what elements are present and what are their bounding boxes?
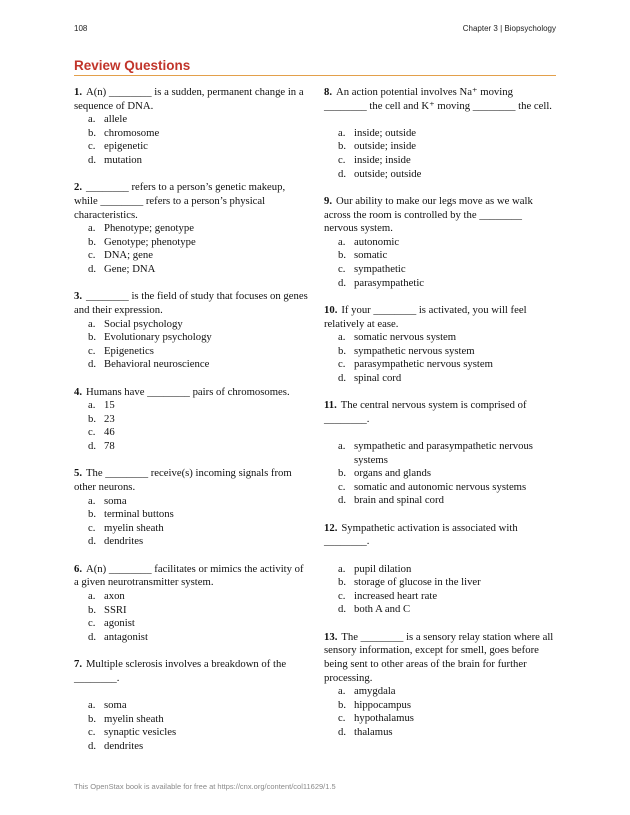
question-text: If your ________ is activated, you will feel relatively at ease.: [324, 303, 527, 330]
answer-option: [324, 699, 556, 713]
question-number: 3.: [74, 290, 83, 303]
answer-option: [324, 440, 556, 467]
answer-option: [74, 590, 308, 604]
question-2: [74, 181, 308, 276]
option-letter: a.: [88, 399, 96, 412]
option-letter: b.: [88, 508, 97, 521]
option-text: 23: [104, 412, 115, 425]
question-stem: [74, 386, 308, 400]
question-stem: [324, 86, 556, 113]
answer-option: [74, 318, 308, 332]
answer-option: [324, 168, 556, 182]
option-letter: b.: [88, 235, 97, 248]
question-stem: [74, 86, 308, 113]
option-text: synaptic vesicles: [104, 726, 177, 739]
answer-options: [324, 127, 556, 181]
option-letter: d.: [338, 603, 347, 616]
question-11: [324, 399, 556, 508]
option-letter: c.: [88, 344, 96, 357]
answer-options: [324, 563, 556, 617]
option-text: spinal cord: [354, 371, 402, 384]
question-text: A(n) ________ is a sudden, permanent change in a sequence of DNA.: [74, 86, 304, 112]
option-letter: c.: [88, 249, 96, 262]
question-6: [74, 563, 308, 645]
option-letter: d.: [88, 440, 97, 453]
answer-option: [74, 413, 308, 427]
option-text: somatic: [354, 249, 388, 262]
question-number: 12.: [324, 521, 338, 534]
option-letter: a.: [338, 331, 346, 344]
page-header: [74, 24, 556, 38]
answer-option: [324, 372, 556, 386]
option-letter: b.: [88, 712, 97, 725]
question-stem: [324, 195, 556, 236]
option-letter: d.: [338, 371, 347, 384]
answer-options: [74, 495, 308, 549]
answer-option: [74, 331, 308, 345]
option-text: terminal buttons: [104, 508, 174, 521]
option-text: dendrites: [104, 535, 144, 548]
answer-option: [74, 127, 308, 141]
question-number: 8.: [324, 86, 333, 98]
question-1: [74, 86, 308, 168]
option-letter: d.: [88, 358, 97, 371]
question-text: Our ability to make our legs move as we walk across the room is controlled by the ________ nervous system.: [324, 194, 533, 235]
option-text: mutation: [104, 153, 142, 166]
option-letter: a.: [88, 222, 96, 235]
question-5: [74, 467, 308, 549]
question-text: ________ is the field of study that focuses on genes and their expression.: [74, 290, 308, 316]
answer-options: [74, 113, 308, 167]
option-letter: c.: [338, 153, 346, 166]
option-letter: d.: [88, 630, 97, 643]
question-stem: [74, 563, 308, 590]
answer-options: [74, 590, 308, 644]
answer-option: [74, 154, 308, 168]
answer-option: [74, 726, 308, 740]
answer-option: [324, 712, 556, 726]
answer-option: [74, 263, 308, 277]
option-letter: a.: [338, 235, 346, 248]
question-stem: [324, 631, 556, 685]
option-text: soma: [104, 698, 127, 711]
option-letter: c.: [88, 426, 96, 439]
question-4: [74, 386, 308, 454]
option-letter: c.: [88, 617, 96, 630]
option-text: Genotype; phenotype: [104, 235, 196, 248]
answer-option: [74, 699, 308, 713]
option-text: storage of glucose in the liver: [354, 576, 481, 589]
question-12: [324, 522, 556, 617]
option-text: 46: [104, 426, 115, 439]
question-stem: [324, 304, 556, 331]
option-letter: a.: [88, 317, 96, 330]
answer-options: [324, 685, 556, 739]
answer-option: [74, 399, 308, 413]
option-letter: a.: [88, 113, 96, 126]
option-text: 78: [104, 440, 115, 453]
option-letter: c.: [338, 358, 346, 371]
option-letter: b.: [88, 331, 97, 344]
option-letter: a.: [338, 126, 346, 139]
option-letter: b.: [338, 576, 347, 589]
option-letter: d.: [88, 153, 97, 166]
question-text: The ________ receive(s) incoming signals from other neurons.: [74, 467, 292, 494]
option-text: inside; inside: [354, 153, 411, 166]
answer-option: [74, 617, 308, 631]
question-stem: [74, 290, 308, 317]
option-text: both A and C: [354, 603, 411, 616]
option-letter: b.: [88, 126, 97, 139]
question-stem: [74, 467, 308, 494]
answer-option: [74, 113, 308, 127]
answer-option: [324, 154, 556, 168]
question-10: [324, 304, 556, 386]
answer-options: [74, 222, 308, 276]
option-text: outside; outside: [354, 167, 422, 180]
answer-option: [324, 576, 556, 590]
option-text: brain and spinal cord: [354, 494, 444, 507]
option-text: dendrites: [104, 739, 144, 752]
option-text: thalamus: [354, 725, 393, 738]
answer-option: [74, 535, 308, 549]
option-text: sympathetic nervous system: [354, 344, 475, 357]
answer-option: [324, 726, 556, 740]
option-text: parasympathetic nervous system: [354, 358, 493, 371]
page-number: 108: [74, 24, 88, 33]
option-text: Evolutionary psychology: [104, 331, 212, 344]
option-text: parasympathetic: [354, 276, 425, 289]
option-letter: a.: [338, 685, 346, 698]
option-text: hippocampus: [354, 698, 411, 711]
left-column: [74, 86, 308, 767]
right-column: [324, 86, 556, 753]
answer-option: [74, 604, 308, 618]
question-stem: [74, 181, 308, 222]
question-3: [74, 290, 308, 372]
option-text: chromosome: [104, 126, 160, 139]
option-letter: a.: [338, 440, 346, 453]
option-text: somatic nervous system: [354, 331, 457, 344]
answer-option: [324, 345, 556, 359]
question-text: Humans have ________ pairs of chromosomes.: [86, 385, 290, 398]
question-7: [74, 658, 308, 753]
question-number: 9.: [324, 194, 333, 207]
option-text: SSRI: [104, 603, 127, 616]
option-letter: b.: [338, 698, 347, 711]
question-stem: [324, 399, 556, 426]
option-letter: d.: [338, 167, 347, 180]
question-8: [324, 86, 556, 181]
question-stem: [74, 658, 308, 685]
answer-option: [324, 590, 556, 604]
question-text: An action potential involves Na⁺ moving ________ the cell and K⁺ moving ________ the cell.: [324, 86, 552, 112]
option-text: Behavioral neuroscience: [104, 358, 210, 371]
option-letter: c.: [338, 262, 346, 275]
option-letter: d.: [338, 725, 347, 738]
option-letter: b.: [338, 140, 347, 153]
option-letter: b.: [338, 344, 347, 357]
option-letter: c.: [338, 480, 346, 493]
option-text: myelin sheath: [104, 712, 164, 725]
title-divider: [74, 75, 556, 76]
option-letter: c.: [88, 726, 96, 739]
answer-option: [74, 713, 308, 727]
option-letter: a.: [88, 494, 96, 507]
option-text: axon: [104, 589, 125, 602]
option-text: antagonist: [104, 630, 148, 643]
option-text: soma: [104, 494, 127, 507]
answer-option: [324, 140, 556, 154]
answer-options: [324, 440, 556, 508]
answer-option: [324, 236, 556, 250]
option-letter: b.: [88, 412, 97, 425]
option-text: Epigenetics: [104, 344, 154, 357]
question-number: 13.: [324, 630, 338, 643]
option-text: allele: [104, 113, 128, 126]
option-text: organs and glands: [354, 467, 431, 480]
option-letter: a.: [88, 698, 96, 711]
question-text: A(n) ________ facilitates or mimics the activity of a given neurotransmitter system.: [74, 562, 304, 589]
answer-option: [74, 522, 308, 536]
answer-option: [74, 508, 308, 522]
answer-option: [74, 249, 308, 263]
answer-options: [324, 331, 556, 385]
question-text: The central nervous system is comprised of ________.: [324, 399, 527, 425]
option-letter: b.: [338, 249, 347, 262]
option-text: DNA; gene: [104, 249, 153, 262]
question-number: 1.: [74, 86, 83, 98]
question-13: [324, 631, 556, 740]
answer-options: [74, 699, 308, 753]
option-text: hypothalamus: [354, 712, 414, 725]
answer-option: [324, 685, 556, 699]
option-text: sympathetic and parasympathetic nervous systems: [354, 440, 533, 466]
question-text: Sympathetic activation is associated with ________.: [324, 521, 518, 548]
question-text: Multiple sclerosis involves a breakdown of the ________.: [74, 658, 287, 684]
question-number: 4.: [74, 385, 83, 398]
answer-option: [74, 426, 308, 440]
answer-option: [324, 249, 556, 263]
option-text: pupil dilation: [354, 562, 412, 575]
answer-option: [74, 440, 308, 454]
answer-option: [324, 331, 556, 345]
answer-option: [324, 127, 556, 141]
answer-option: [74, 631, 308, 645]
answer-options: [74, 399, 308, 453]
question-number: 6.: [74, 562, 83, 575]
answer-option: [324, 603, 556, 617]
answer-options: [74, 318, 308, 372]
page-footer: This OpenStax book is available for free at https://cnx.org/content/col11629/1.5: [74, 782, 336, 791]
answer-option: [74, 495, 308, 509]
option-text: Social psychology: [104, 317, 183, 330]
answer-options: [324, 236, 556, 290]
option-text: epigenetic: [104, 140, 148, 153]
answer-option: [74, 222, 308, 236]
option-letter: a.: [338, 562, 346, 575]
option-text: Gene; DNA: [104, 262, 156, 275]
option-letter: d.: [338, 276, 347, 289]
option-letter: d.: [88, 739, 97, 752]
question-number: 10.: [324, 303, 338, 316]
option-letter: b.: [88, 603, 97, 616]
option-letter: c.: [338, 712, 346, 725]
answer-option: [74, 140, 308, 154]
option-text: Phenotype; genotype: [104, 222, 194, 235]
answer-option: [74, 236, 308, 250]
question-stem: [324, 522, 556, 549]
question-number: 7.: [74, 658, 83, 671]
option-letter: c.: [338, 589, 346, 602]
option-text: somatic and autonomic nervous systems: [354, 480, 527, 493]
question-9: [324, 195, 556, 290]
question-text: ________ refers to a person’s genetic makeup, while ________ refers to a person’s physical characteristics.: [74, 181, 286, 221]
answer-option: [324, 494, 556, 508]
answer-option: [324, 263, 556, 277]
option-letter: d.: [88, 535, 97, 548]
option-text: 15: [104, 399, 115, 412]
question-text: The ________ is a sensory relay station where all sensory information, except for smell, goes before being sent to other areas of the brain for further processing.: [324, 630, 554, 684]
option-text: amygdala: [354, 685, 396, 698]
question-number: 5.: [74, 467, 83, 480]
answer-option: [74, 345, 308, 359]
question-number: 2.: [74, 181, 83, 194]
option-text: agonist: [104, 617, 135, 630]
option-text: autonomic: [354, 235, 400, 248]
answer-option: [74, 740, 308, 754]
section-title: Review Questions: [74, 58, 191, 73]
answer-option: [324, 563, 556, 577]
answer-option: [74, 358, 308, 372]
option-letter: b.: [338, 467, 347, 480]
option-text: outside; inside: [354, 140, 417, 153]
answer-option: [324, 277, 556, 291]
answer-option: [324, 481, 556, 495]
option-letter: a.: [88, 589, 96, 602]
option-letter: c.: [88, 140, 96, 153]
option-text: increased heart rate: [354, 589, 438, 602]
option-text: myelin sheath: [104, 521, 164, 534]
answer-option: [324, 358, 556, 372]
option-letter: d.: [338, 494, 347, 507]
option-text: inside; outside: [354, 126, 417, 139]
option-letter: c.: [88, 521, 96, 534]
answer-option: [324, 467, 556, 481]
option-letter: d.: [88, 262, 97, 275]
question-number: 11.: [324, 399, 337, 412]
option-text: sympathetic: [354, 262, 406, 275]
chapter-title: Chapter 3 | Biopsychology: [462, 24, 556, 33]
